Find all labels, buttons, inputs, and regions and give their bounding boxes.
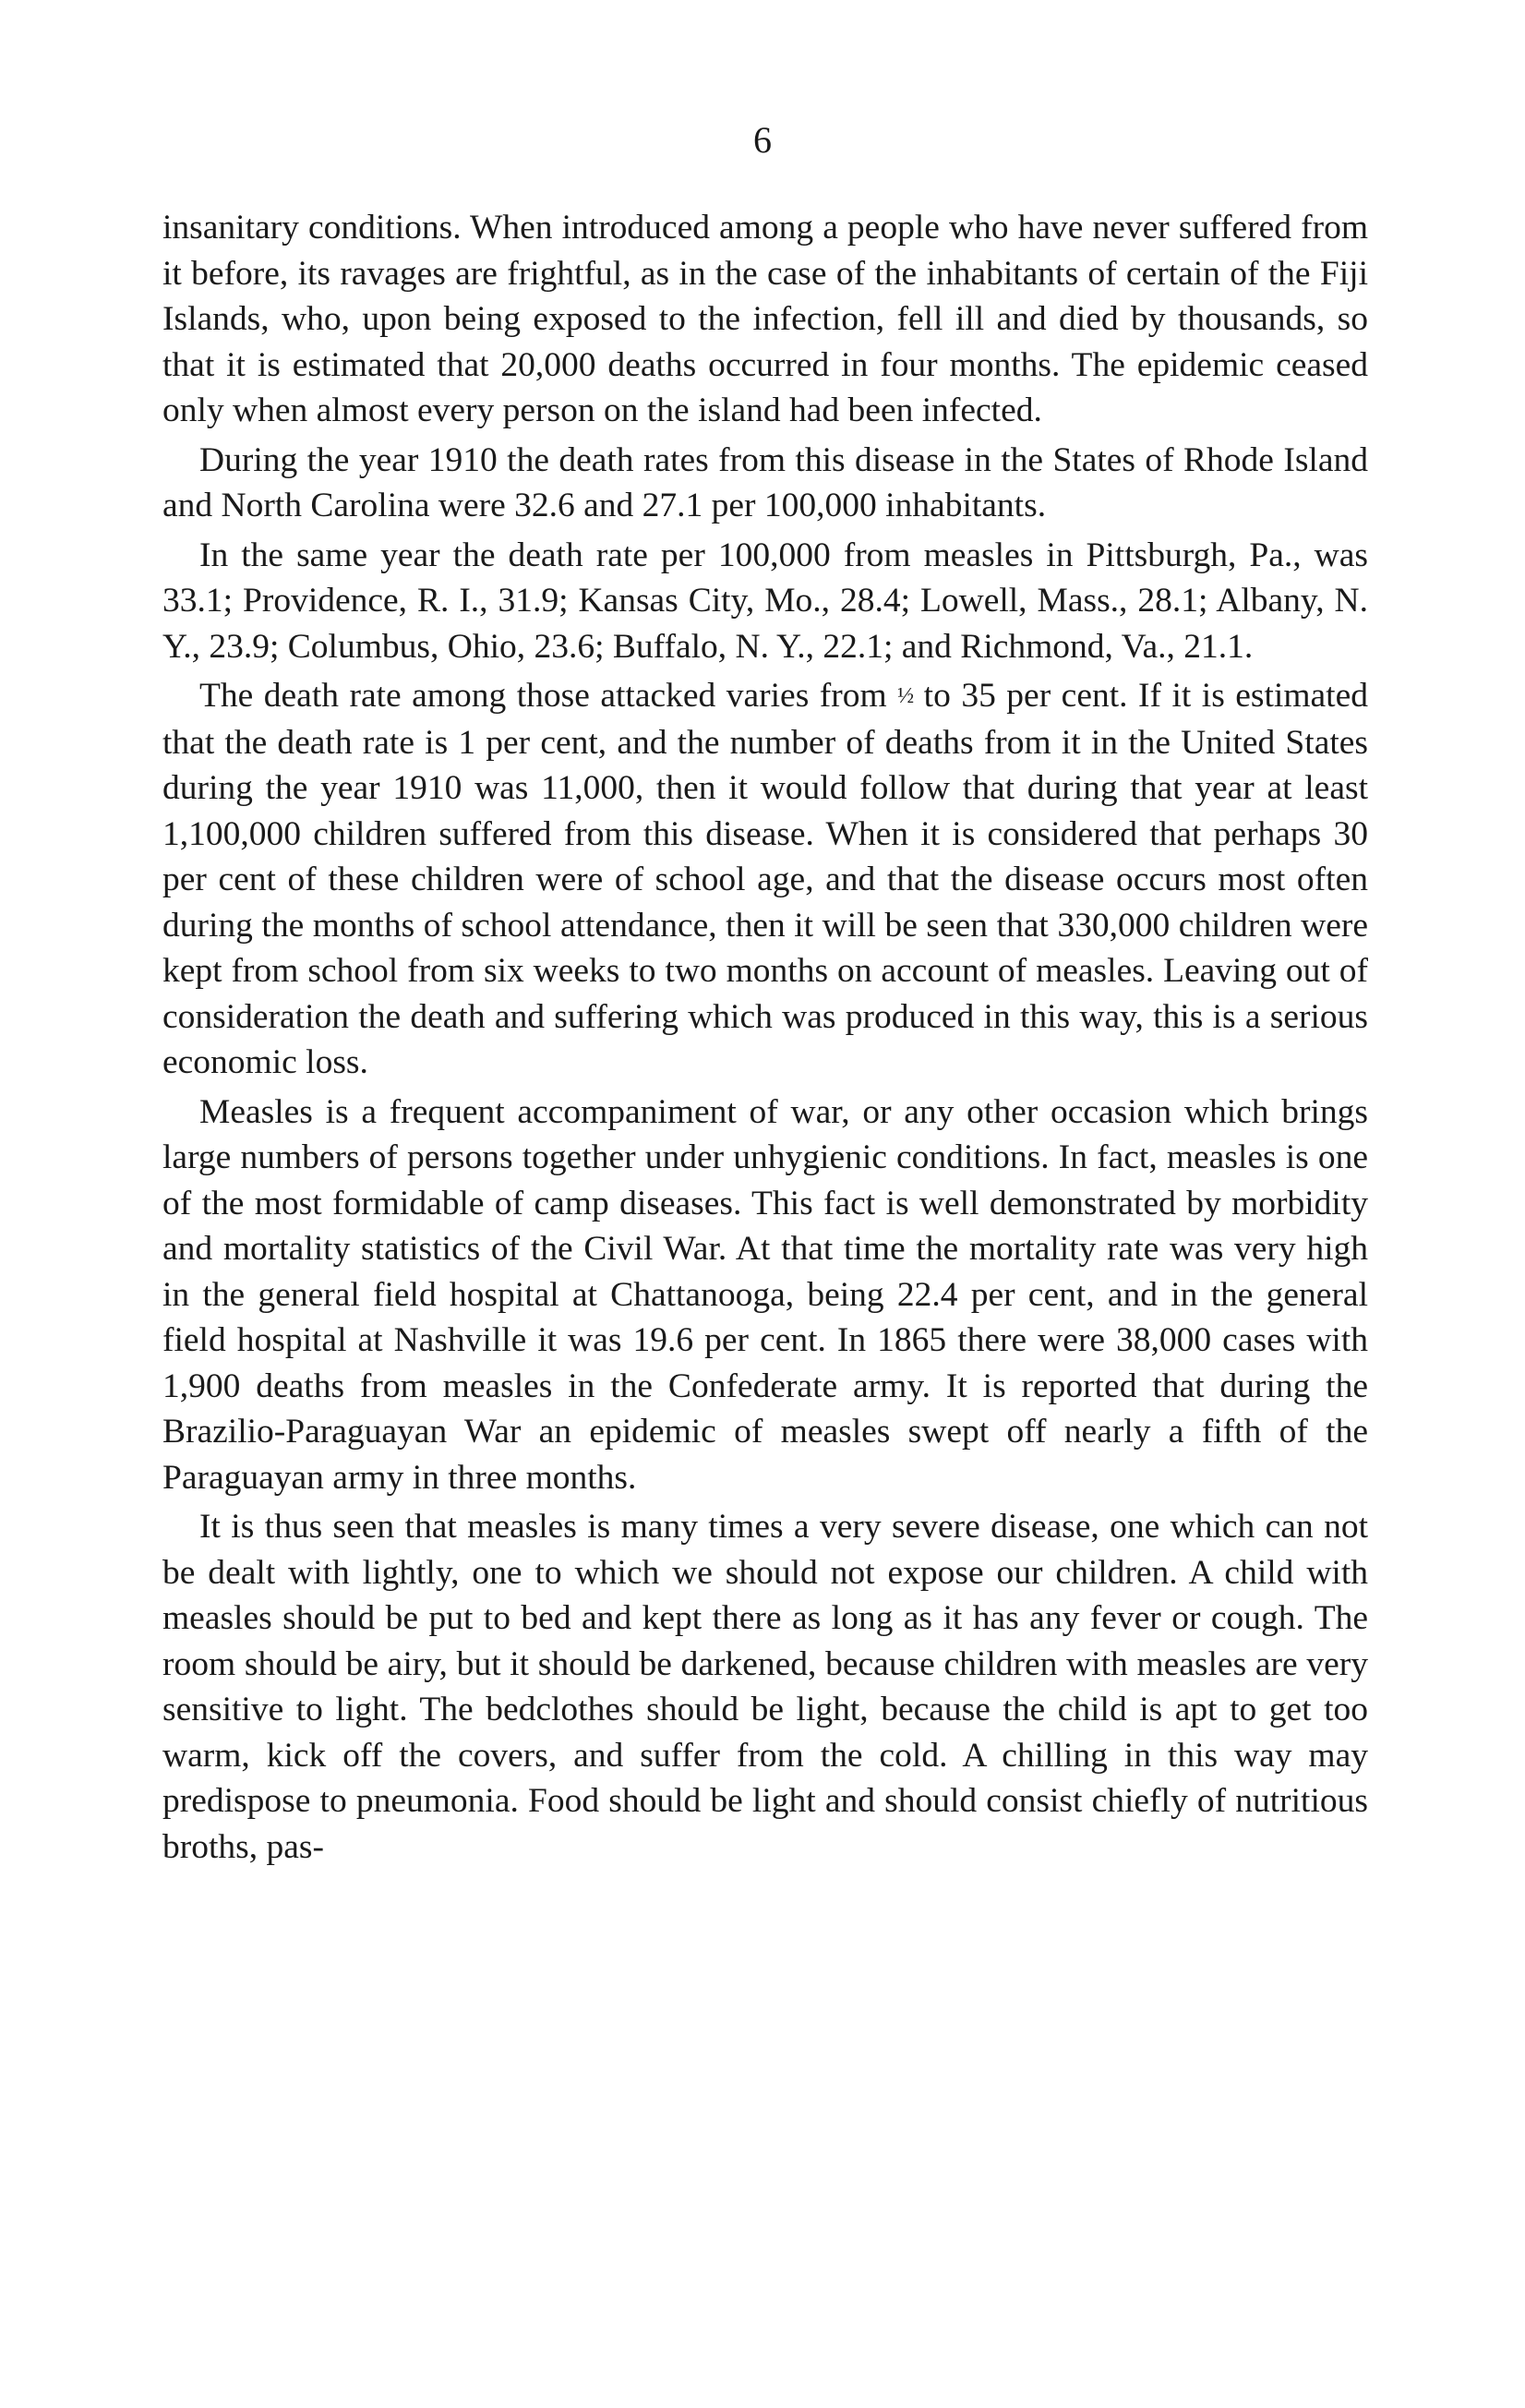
paragraph-death-rates-states: During the year 1910 the death rates from this disease in the States of Rhode Island and North Carolina were 32.6 and 27.1 per 100,000 inhabitants. [162,440,1368,524]
paragraph-economic-loss-rest: to 35 per cent. If it is estimated that the death rate is 1 per cent, and the number of deaths from it in the United States during the year 1910 was 11,000, then it would follow that during that year at least 1,100,000 children suffered from this disease. When it is considered that perhaps 30 per cent of these children were of school age, and that the disease occurs most often during the months of school attendance, then it will be seen that 330,000 children were kept from school from six weeks to two months on account of measles. Leaving out of consideration the death and suffering which was produced in this way, this is a serious economic loss. [162,677,1368,1081]
paragraph-care-of-child: It is thus seen that measles is many times a very severe disease, one which can not be dealt with lightly, one to which we should not expose our children. A child with measles should be put to bed and kept there as long as it has any fever or cough. The room should be airy, but it should be darkened, because children with measles are very sensitive to light. The bedclothes should be light, because the child is apt to get too warm, kick off the covers, and suffer from the cold. A chilling in this way may predispose to pneumonia. Food should be light and should consist chiefly of nutritious broths, pas- [162,1508,1368,1866]
fraction-one-half: ½ [897,684,914,708]
paragraph-economic-loss [162,673,1368,1086]
paragraph-economic-loss-start: The death rate among those attacked varies from [199,677,898,715]
paragraph-war-measles: Measles is a frequent accompaniment of war, or any other occasion which brings large numbers of persons together under unhygienic conditions. In fact, measles is one of the most formidable of camp diseases. This fact is well demonstrated by morbidity and mortality statistics of the Civil War. At that time the mortality rate was very high in the general field hospital at Chattanooga, being 22.4 per cent, and in the general field hospital at Nashville it was 19.6 per cent. In 1865 there were 38,000 cases with 1,900 deaths from measles in the Confederate army. It is reported that during the Brazilio-Paraguayan War an epidemic of measles swept off nearly a fifth of the Paraguayan army in three months. [162,1092,1368,1497]
body-text [162,205,1368,1870]
page-number: 6 [753,119,772,161]
paragraph-death-rates-cities: In the same year the death rate per 100,000 from measles in Pittsburgh, Pa., was 33.1; Providence, R. I., 31.9; Kansas City, Mo., 28.4; Lowell, Mass., 28.1; Albany, N. Y., 23.9; Columbus, Ohio, 23.6; Buffalo, N. Y., 22.1; and Richmond, Va., 21.1. [162,536,1368,666]
paragraph-continuation: insanitary conditions. When introduced among a people who have never suffered from it before, its ravages are frightful, as in the case of the inhabitants of certain of the Fiji Islands, who, upon being exposed to the infection, fell ill and died by thousands, so that it is estimated that 20,000 deaths occurred in four months. The epidemic ceased only when almost every person on the island had been infected. [162,209,1368,429]
